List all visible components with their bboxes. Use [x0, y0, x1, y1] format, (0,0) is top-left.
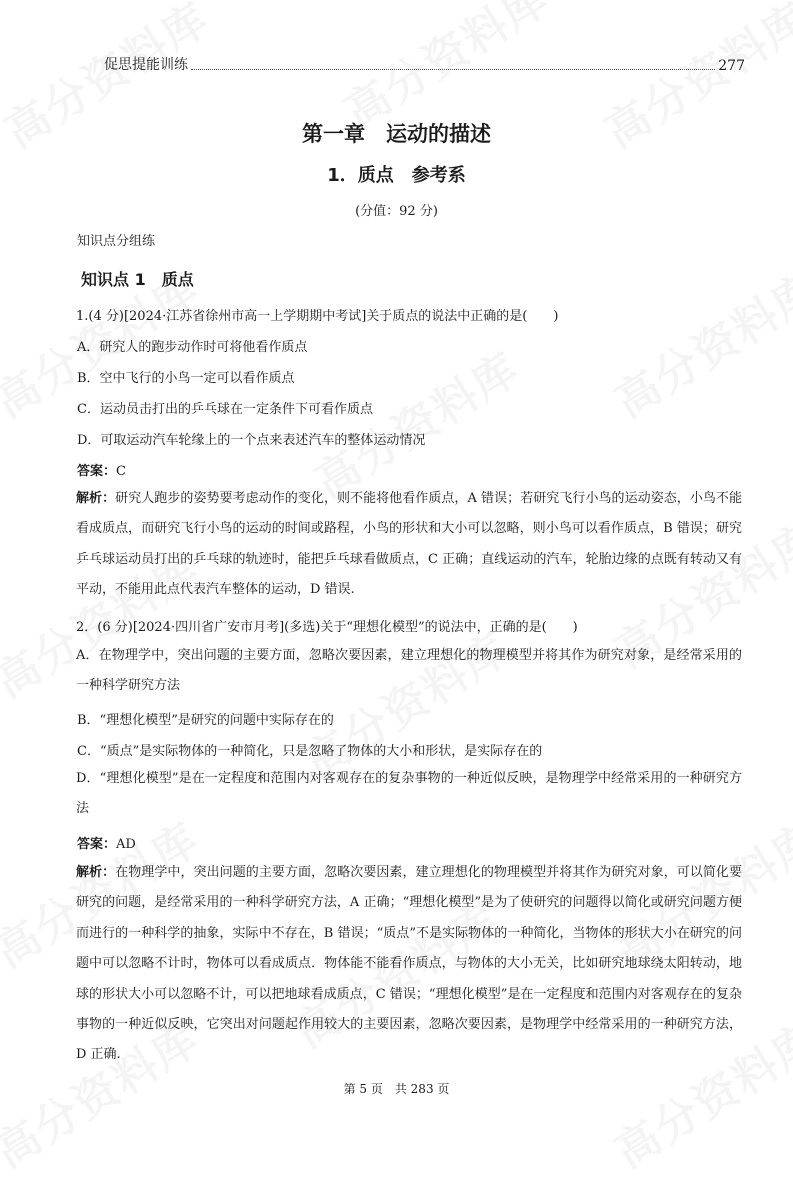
analysis-label: 解析： [76, 491, 116, 506]
analysis-text: 在物理学中，突出问题的主要方面，忽略次要因素，建立理想化的物理模型并将其作为研究对象，可以简化要研究的问题，是经常采用的一种科学研究方法，A 正确；“理想化模型”是为了使研究的问题得以简化或研究问题方便而进行的一种科学的抽象，实际中不存在，B 错误；“质点”不是实际物体的一种简化，当物体的形状大小在研究的问题中可以忽略不计时，物体可以看成质点．物体能不能看作质点，与物体的大小无关，比如研究地球绕太阳转动，地球的形状大小可以忽略不计，可以把地球看成质点，C 错误；“理想化模型”是在一定程度和范围内对客观存在的复杂事物的一种近似反映，它突出对问题起作用较大的主要因素，忽略次要因素，是物理学中经常采用的一种研究方法，D 正确. [76, 865, 742, 1063]
analysis-label: 解析： [76, 865, 116, 880]
answer-value: C [116, 464, 126, 479]
score-info: (分值：92 分) [355, 204, 438, 219]
question-1-stem: 1.(4 分)[2024·江苏省徐州市高一上学期期中考试]关于质点的说法中正确的是( ) [76, 309, 559, 324]
question-2-option-d: D．“理想化模型”是在一定程度和范围内对客观存在的复杂事物的一种近似反映，是物理学中经常采用的一种研究方法 [76, 771, 742, 817]
group-label: 知识点分组练 [77, 234, 156, 249]
question-2-option-a: A．在物理学中，突出问题的主要方面，忽略次要因素，建立理想化的物理模型并将其作为研究对象，是经常采用的一种科学研究方法 [76, 648, 742, 694]
question-2-stem: 2．(6 分)[2024·四川省广安市月考](多选)关于“理想化模型”的说法中，正确的是( ) [76, 620, 578, 635]
question-1-option-b: B．空中飞行的小鸟一定可以看作质点 [77, 371, 295, 386]
answer-value: AD [116, 837, 136, 852]
question-1-option-c: C．运动员击打出的乒乓球在一定条件下可看作质点 [77, 402, 373, 417]
question-2-option-c: C．“质点”是实际物体的一种简化，只是忽略了物体的大小和形状，是实际存在的 [77, 744, 543, 759]
answer-label: 答案： [77, 464, 117, 479]
toc-label: 促思提能训练 [104, 57, 188, 73]
question-1-option-d: D．可取运动汽车轮缘上的一个点来表述汽车的整体运动情况 [77, 433, 426, 448]
question-2-answer [77, 833, 136, 852]
question-1-analysis [76, 484, 742, 606]
question-2-analysis [76, 858, 742, 1071]
analysis-text: 研究人跑步的姿势要考虑动作的变化，则不能将他看作质点，A 错误；若研究飞行小鸟的运动姿态，小鸟不能看成质点，而研究飞行小鸟的运动的时间或路程，小鸟的形状和大小可以忽略，则小鸟可以看作质点，B 错误；研究乒乓球运动员打出的乒乓球的轨迹时，能把乒乓球看做质点，C 正确；直线运动的汽车，轮胎边缘的点既有转动又有平动，不能用此点代表汽车整体的运动，D 错误. [76, 491, 742, 598]
answer-label: 答案： [77, 837, 117, 852]
knowledge-point-title: 知识点 1 质点 [81, 270, 194, 289]
watermark [601, 254, 793, 430]
question-2-option-b: B．“理想化模型”是研究的问题中实际存在的 [77, 713, 334, 728]
chapter-title: 第一章 运动的描述 [302, 122, 491, 146]
page-footer: 第 5 页 共 283 页 [343, 1082, 450, 1096]
question-1-option-a: A．研究人的跑步动作时可将他看作质点 [77, 340, 308, 355]
section-title: 1．质点 参考系 [327, 165, 466, 186]
question-1-answer [77, 460, 126, 479]
toc-leader-dots [191, 69, 715, 70]
toc-entry[interactable] [104, 52, 745, 74]
toc-page-number: 277 [718, 58, 745, 74]
